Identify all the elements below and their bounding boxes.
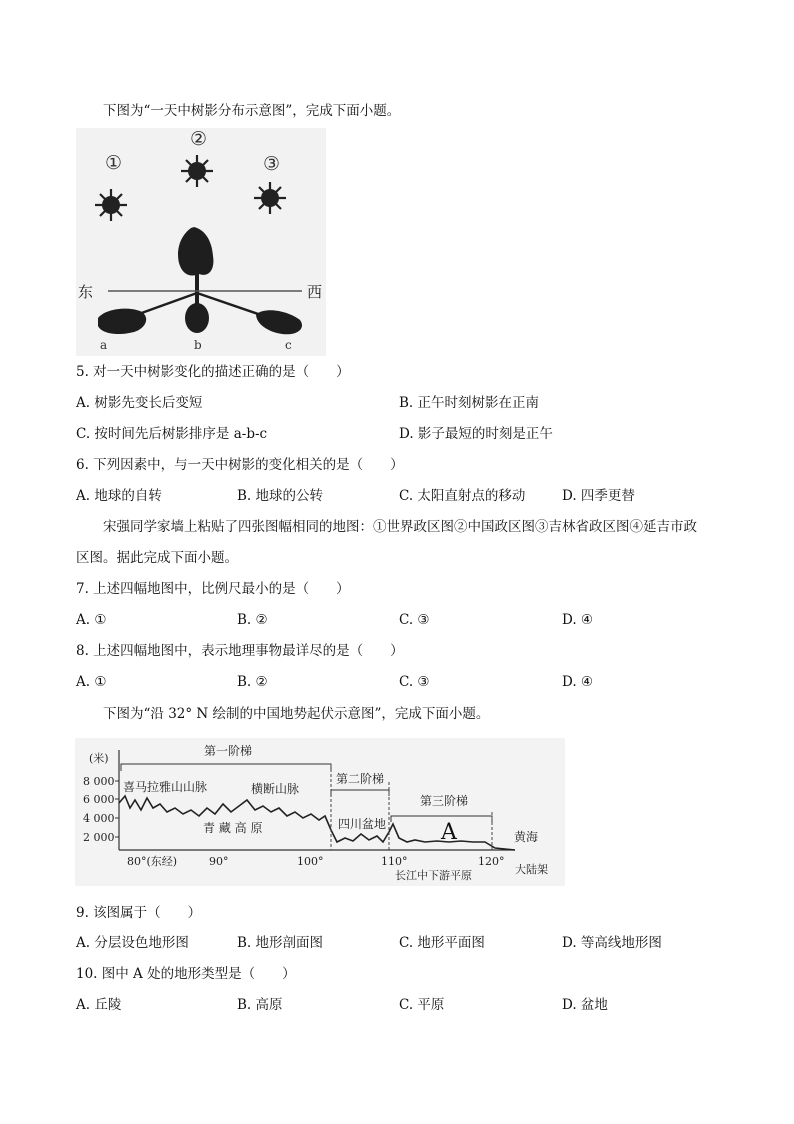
q9-option-c[interactable]: C. 地形平面图: [399, 935, 485, 951]
y-tick-2000: 2 000: [83, 831, 115, 844]
q6-option-d[interactable]: D. 四季更替: [562, 488, 635, 504]
himalaya-label: 喜马拉雅山山脉: [123, 780, 208, 794]
sun-label-1: ①: [105, 152, 123, 174]
q6-stem: 6. 下列因素中，与一天中树影的变化相关的是（ ）: [76, 457, 404, 473]
x-tick-80: 80°(东经): [127, 855, 178, 868]
east-label: 东: [78, 283, 94, 301]
q8-stem: 8. 上述四幅地图中，表示地理事物最详尽的是（ ）: [76, 643, 404, 659]
x-tick-110: 110°: [381, 855, 408, 868]
q8-option-a[interactable]: A. ①: [76, 674, 107, 690]
q8-option-d[interactable]: D. ④: [562, 674, 594, 690]
shadow-label-a: a: [100, 338, 108, 352]
y-tick-8000: 8 000: [83, 775, 115, 788]
q5-option-d[interactable]: D. 影子最短的时刻是正午: [399, 426, 553, 442]
q10-option-c[interactable]: C. 平原: [399, 997, 445, 1013]
q7-option-a[interactable]: A. ①: [76, 612, 107, 628]
q9-stem: 9. 该图属于（ ）: [76, 905, 202, 921]
q7-option-b[interactable]: B. ②: [237, 612, 268, 628]
shadow-label-c: c: [285, 338, 292, 352]
intro-text-3: 下图为“沿 32° N 绘制的中国地势起伏示意图”，完成下面小题。: [103, 706, 490, 722]
q10-stem: 10. 图中 A 处的地形类型是（ ）: [76, 966, 296, 982]
q6-option-c[interactable]: C. 太阳直射点的移动: [399, 488, 526, 504]
step-1-label: 第一阶梯: [204, 744, 253, 758]
q6-option-a[interactable]: A. 地球的自转: [76, 488, 162, 504]
q8-option-b[interactable]: B. ②: [237, 674, 268, 690]
q6-option-b[interactable]: B. 地球的公转: [237, 488, 324, 504]
y-unit-label: (米): [89, 752, 109, 765]
continental-shelf-label: 大陆架: [515, 863, 548, 876]
x-tick-100: 100°: [297, 855, 324, 868]
q9-option-d[interactable]: D. 等高线地形图: [562, 935, 662, 951]
mark-a-label: A: [441, 820, 457, 845]
q5-option-b[interactable]: B. 正午时刻树影在正南: [399, 395, 540, 411]
terrain-profile-figure: [75, 738, 565, 886]
q7-option-c[interactable]: C. ③: [399, 612, 430, 628]
qingzang-label: 青 藏 高 原: [203, 821, 263, 835]
q5-stem: 5. 对一天中树影变化的描述正确的是（ ）: [76, 364, 350, 380]
step-2-label: 第二阶梯: [336, 772, 385, 786]
x-tick-90: 90°: [209, 855, 229, 868]
step-3-label: 第三阶梯: [420, 794, 469, 808]
q10-option-d[interactable]: D. 盆地: [562, 997, 608, 1013]
shadow-label-b: b: [194, 338, 202, 352]
yellow-sea-label: 黄海: [514, 830, 539, 844]
q7-option-d[interactable]: D. ④: [562, 612, 594, 628]
q9-option-a[interactable]: A. 分层设色地形图: [76, 935, 189, 951]
q8-option-c[interactable]: C. ③: [399, 674, 430, 690]
x-tick-120: 120°: [478, 855, 505, 868]
q7-stem: 7. 上述四幅地图中，比例尺最小的是（ ）: [76, 581, 350, 597]
tree-shadow-figure: [76, 128, 326, 356]
west-label: 西: [307, 283, 323, 301]
intro-text-1: 下图为“一天中树影分布示意图”，完成下面小题。: [103, 103, 401, 119]
intro-text-2-line-2: 区图。据此完成下面小题。: [76, 550, 238, 566]
q5-option-a[interactable]: A. 树影先变长后变短: [76, 395, 203, 411]
sun-label-3: ③: [263, 153, 281, 175]
yangtze-plain-label: 长江中下游平原: [395, 869, 472, 882]
sichuan-basin-label: 四川盆地: [338, 817, 387, 831]
q5-option-c[interactable]: C. 按时间先后树影排序是 a-b-c: [76, 426, 268, 442]
q9-option-b[interactable]: B. 地形剖面图: [237, 935, 324, 951]
hengduan-label: 横断山脉: [251, 782, 300, 796]
q10-option-b[interactable]: B. 高原: [237, 997, 283, 1013]
shadow-b: [185, 303, 209, 333]
q10-option-a[interactable]: A. 丘陵: [76, 997, 122, 1013]
y-tick-4000: 4 000: [83, 812, 115, 825]
y-tick-6000: 6 000: [83, 793, 115, 806]
sun-label-2: ②: [190, 128, 208, 150]
intro-text-2-line-1: 宋强同学家墙上粘贴了四张图幅相同的地图：①世界政区图②中国政区图③吉林省政区图④延吉市政: [103, 519, 697, 535]
